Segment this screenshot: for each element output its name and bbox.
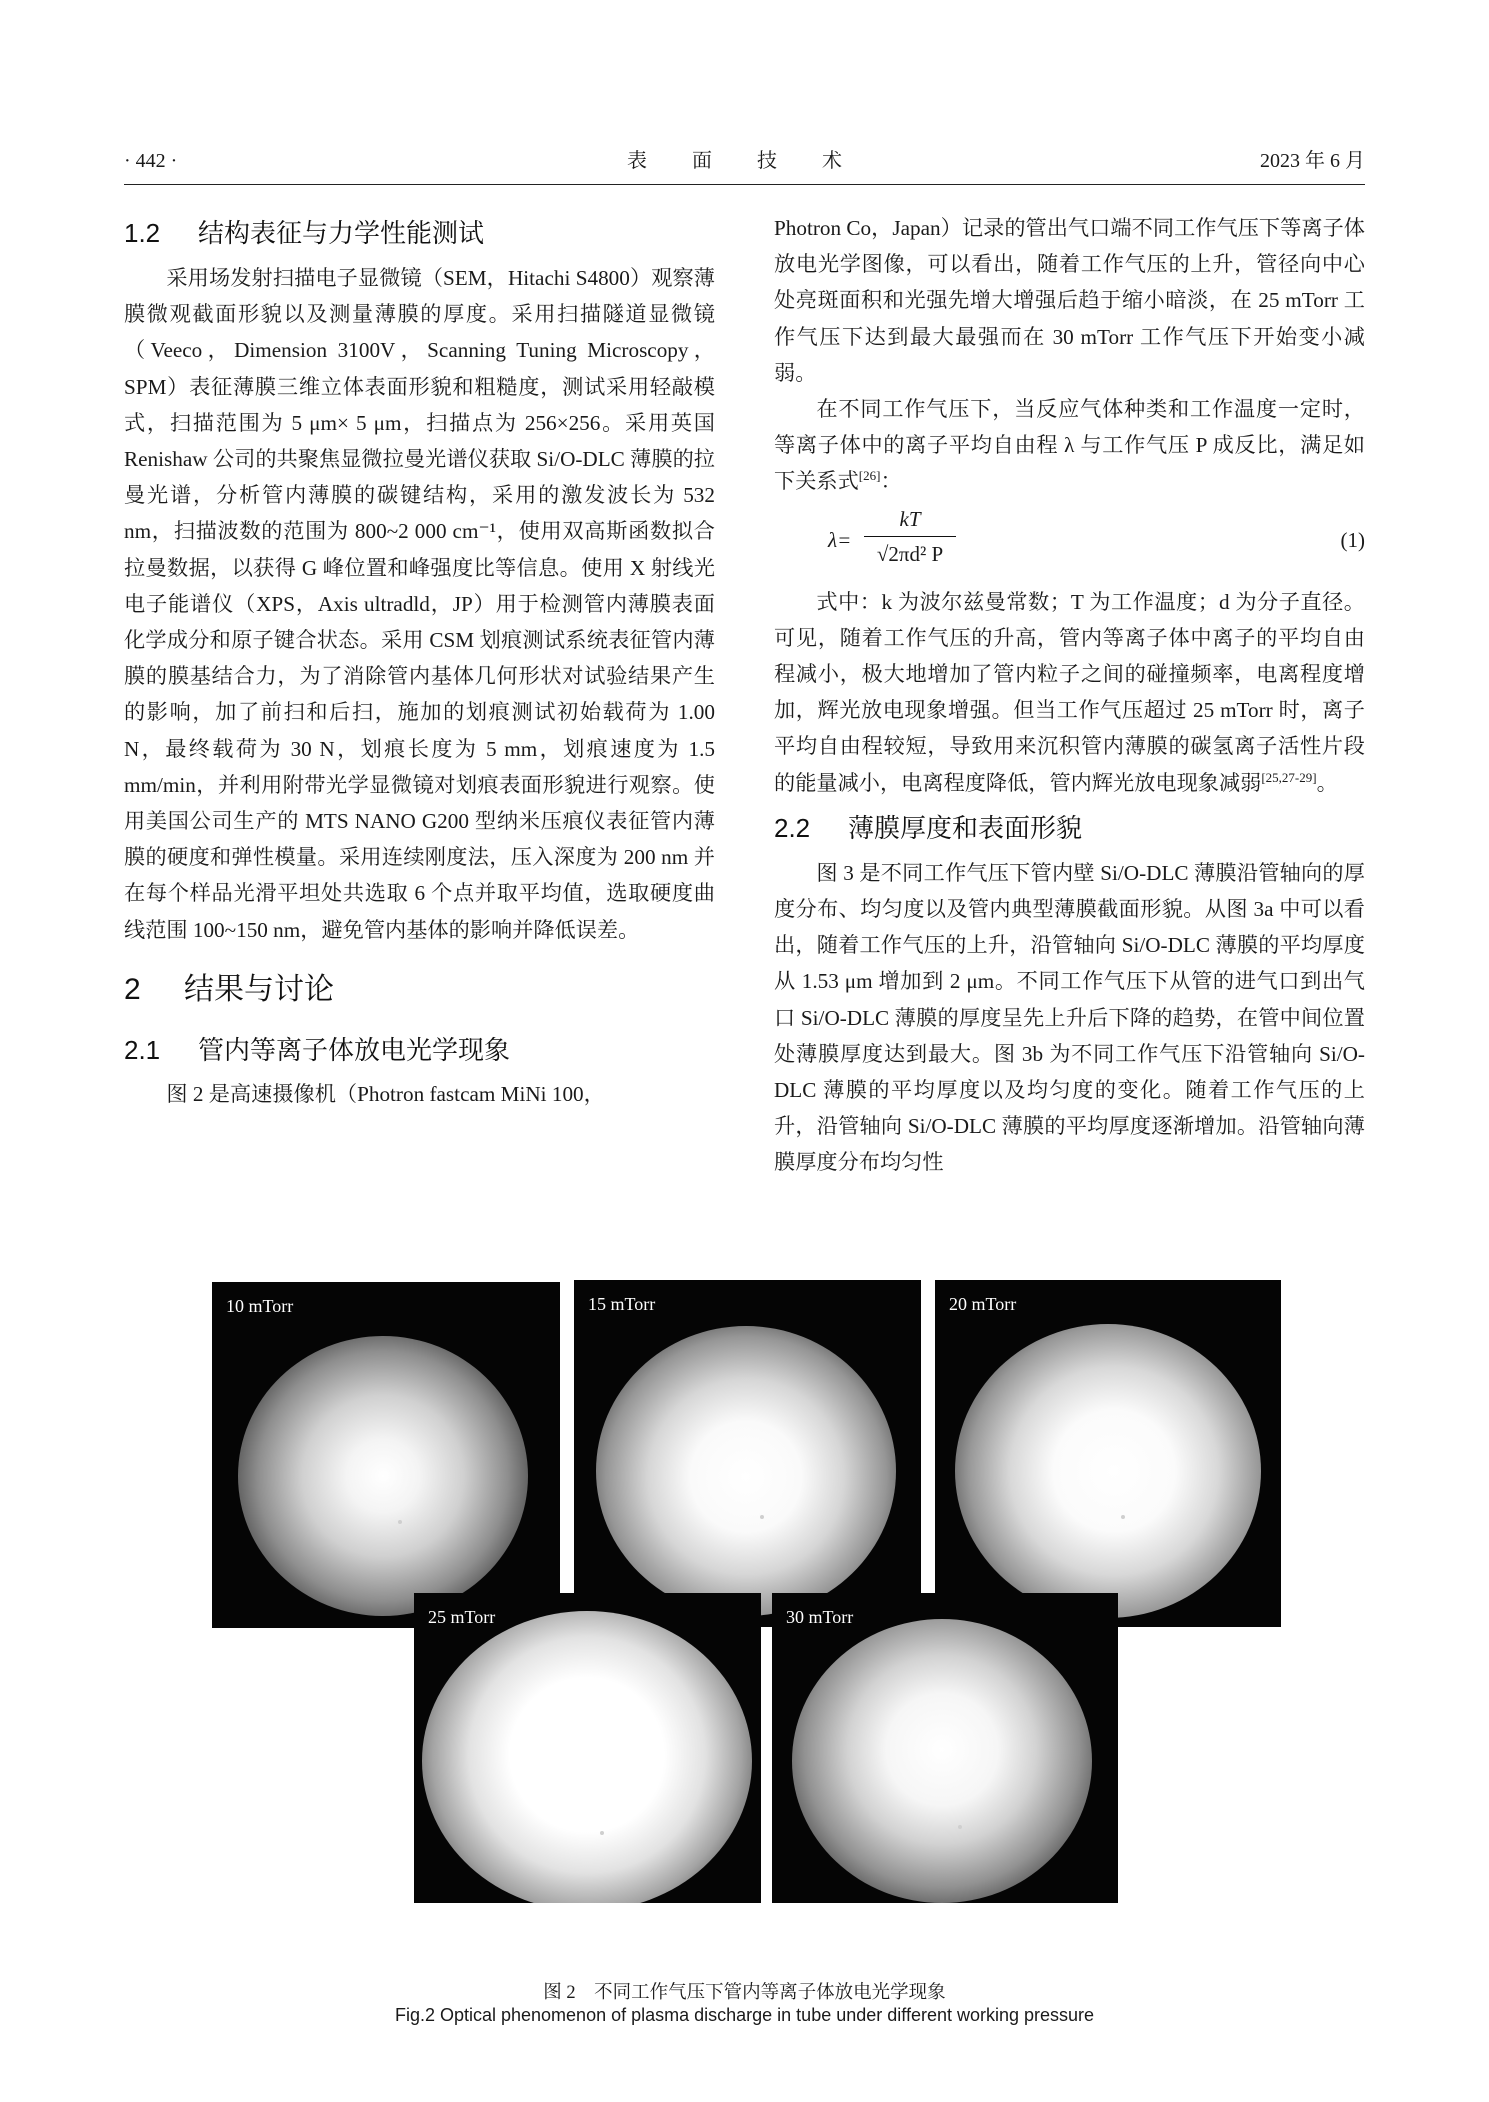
left-column: [124, 210, 715, 1112]
citation: [25,27-29]: [1261, 769, 1317, 785]
section-title: 结构表征与力学性能测试: [198, 218, 485, 248]
header-rule: [124, 184, 1365, 185]
reflection-dot: [1121, 1515, 1125, 1519]
section-title: 结果与讨论: [184, 972, 334, 1006]
plasma-photo-25mtorr: [414, 1593, 761, 1903]
issue-date: 2023 年 6 月: [1260, 150, 1365, 172]
panel-label: 10 mTorr: [226, 1296, 294, 1316]
section-2-1-paragraph-continued: Photron Co，Japan）记录的管出气口端不同工作气压下等离子体放电光学图像，可以看出，随着工作气压的上升，管径向中心处亮斑面积和光强先增大增强后趋于缩小暗淡，在 25 mTorr 工作气压下达到最大最强而在 30 mTorr 工作气压下开始变小减弱。: [774, 216, 1365, 385]
section-1-2-heading: [124, 210, 715, 260]
equation-fraction: [864, 504, 956, 569]
section-1-2-paragraph: 采用场发射扫描电子显微镜（SEM，Hitachi S4800）观察薄膜微观截面形貌以及测量薄膜的厚度。采用扫描隧道显微镜（Veeco，Dimension 3100V，Scanning Tuning Microscopy，SPM）表征薄膜三维立体表面形貌和粗糙度，测试采用轻敲模式，扫描范围为 5 μm× 5 μm，扫描点为 256×256。采用英国 Renishaw 公司的共聚焦显微拉曼光谱仪获取 Si/O-DLC 薄膜的拉曼光谱，分析管内薄膜的碳键结构，采用的激发波长为 532 nm，扫描波数的范围为 800~2 000 cm⁻¹，使用双高斯函数拟合拉曼数据，以获得 G 峰位置和峰强度比等信息。使用 X 射线光电子能谱仪（XPS，Axis ultradld，JP）用于检测管内薄膜表面化学成分和原子键合状态。采用 CSM 划痕测试系统表征管内薄膜的膜基结合力，为了消除管内基体几何形状对试验结果产生的影响，加了前扫和后扫，施加的划痕测试初始载荷为 1.00 N，最终载荷为 30 N，划痕长度为 5 mm，划痕速度为 1.5 mm/min，并利用附带光学显微镜对划痕表面形貌进行观察。使用美国公司生产的 MTS NANO G200 型纳米压痕仪表征管内薄膜的硬度和弹性模量。采用连续刚度法，压入深度为 200 nm 并在每个样品光滑平坦处共选取 6 个点并取平均值，选取硬度曲线范围 100~150 nm，避免管内基体的影响并降低误差。: [124, 266, 715, 942]
paragraph-text: 。: [1316, 770, 1338, 795]
plasma-photo-10mtorr: [212, 1282, 560, 1628]
fraction-bar: [864, 536, 956, 537]
plasma-glow: [596, 1326, 896, 1616]
equation-numerator: kT: [899, 506, 921, 531]
right-column: [774, 210, 1365, 1181]
section-title: 薄膜厚度和表面形貌: [848, 812, 1083, 843]
reflection-dot: [398, 1520, 402, 1524]
section-number: 2.1: [124, 1034, 161, 1065]
running-header: [124, 146, 1365, 176]
equation-1: [774, 500, 1365, 584]
plasma-photo-30mtorr: [772, 1593, 1118, 1903]
reflection-dot: [760, 1515, 764, 1519]
plasma-glow: [422, 1611, 752, 1903]
figure-caption-chinese: 图 2 不同工作气压下管内等离子体放电光学现象: [543, 1983, 946, 2003]
plasma-glow: [955, 1324, 1261, 1618]
section-2-2-paragraph: 图 3 是不同工作气压下管内壁 Si/O-DLC 薄膜沿管轴向的厚度分布、均匀度以及管内典型薄膜截面形貌。从图 3a 中可以看出，随着工作气压的上升，沿管轴向 Si/O-DLC 薄膜的平均厚度从 1.53 μm 增加到 2 μm。不同工作气压下从管的进气口到出气口 Si/O-DLC 薄膜的厚度呈先上升后下降的趋势，在管中间位置处薄膜厚度达到最大。图 3b 为不同工作气压下沿管轴向 Si/O-DLC 薄膜的平均厚度以及均匀度的变化。随着工作气压的上升，沿管轴向 Si/O-DLC 薄膜的平均厚度逐渐增加。沿管轴向薄膜厚度分布均匀性: [774, 860, 1365, 1175]
section-2-2-heading: [774, 803, 1365, 855]
panel-label: 30 mTorr: [786, 1607, 854, 1627]
section-2-1-heading: [124, 1022, 715, 1076]
paragraph-text: 在不同工作气压下，当反应气体种类和工作温度一定时，等离子体中的离子平均自由程 λ 与工作气压 P 成反比，满足如下关系式: [774, 397, 1365, 494]
panel-label: 20 mTorr: [949, 1294, 1017, 1314]
equation-number: (1): [1340, 527, 1365, 552]
section-number: 1.2: [124, 218, 161, 248]
plasma-photo-15mtorr: [574, 1280, 921, 1627]
figure-caption-english: Fig.2 Optical phenomenon of plasma discharge in tube under different working pressure: [394, 2005, 1095, 2025]
reflection-dot: [600, 1831, 604, 1835]
section-title: 管内等离子体放电光学现象: [198, 1034, 511, 1065]
panel-label: 15 mTorr: [588, 1294, 656, 1314]
section-number: 2: [124, 972, 141, 1006]
page-number: · 442 ·: [124, 150, 178, 172]
paragraph-text: ：: [880, 469, 902, 494]
equation-lhs: λ=: [828, 527, 852, 552]
section-number: 2.2: [774, 812, 811, 843]
section-2-1-paragraph-3: [774, 584, 1365, 801]
equation-denominator: √2πd² P: [876, 541, 944, 566]
plasma-photo-20mtorr: [935, 1280, 1281, 1627]
paragraph-text: 式中：k 为波尔兹曼常数；T 为工作温度；d 为分子直径。可见，随着工作气压的升高，管内等离子体中离子的平均自由程减小，极大地增加了管内粒子之间的碰撞频率，电离程度增加，辉光放电现象增强。但当工作气压超过 25 mTorr 时，离子平均自由程较短，导致用来沉积管内薄膜的碳氢离子活性片段的能量减小，电离程度降低，管内辉光放电现象减弱: [774, 589, 1365, 795]
journal-title: 表 面 技 术: [627, 150, 862, 172]
reflection-dot: [958, 1825, 962, 1829]
section-2-1-paragraph-start: 图 2 是高速摄像机（Photron fastcam MiNi 100，: [166, 1081, 605, 1106]
panel-label: 25 mTorr: [428, 1607, 496, 1627]
citation: [26]: [858, 468, 881, 484]
section-2-1-paragraph-2: [774, 391, 1365, 500]
section-2-heading: [124, 950, 715, 1022]
plasma-glow: [792, 1619, 1092, 1903]
plasma-glow: [238, 1336, 528, 1616]
